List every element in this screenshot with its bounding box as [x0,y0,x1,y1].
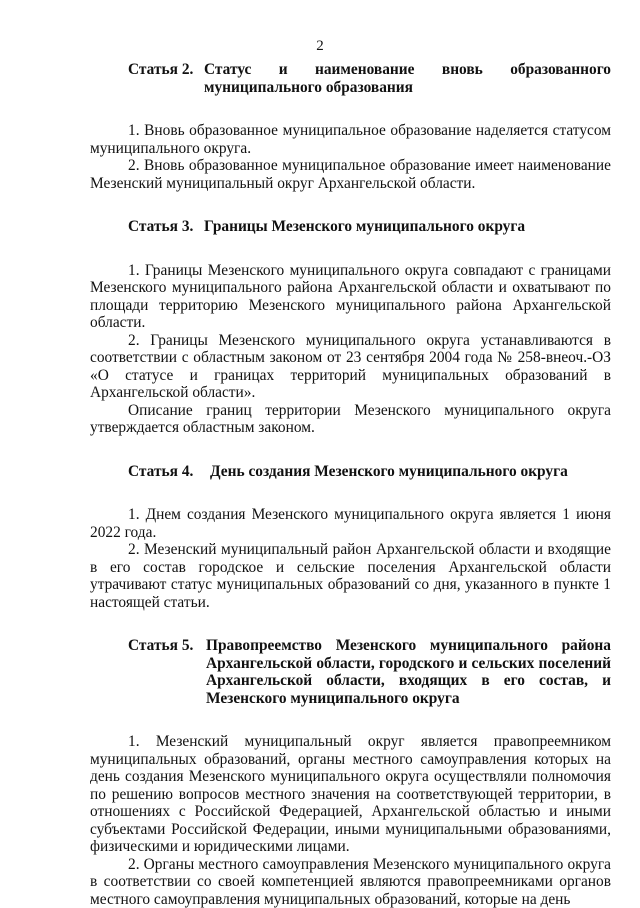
article-label: Статья 2. [128,61,204,96]
article-5-heading [90,637,611,707]
paragraph: 1. Мезенский муниципальный округ является правопреемником муниципальных образований, органы местного самоуправления которых на день создания Мезенского муниципального округа осуществляли полномочия по решению вопросов местного значения на соответствующей территории, в отношениях с Российской Федерацией, Архангельской областью и иными субъектами Российской Федерации, иными муниципальными образованиями, физическими и юридическими лицами. [90,733,611,856]
article-4-heading [90,463,611,481]
article-title: Границы Мезенского муниципального округа [204,218,611,236]
article-2-heading [90,61,611,96]
page-number: 2 [0,38,640,55]
paragraph: 1. Границы Мезенского муниципального округа совпадают с границами Мезенского муниципального района Архангельской области и охватывают по площади территорию Мезенского муниципального района Архангельской области. [90,262,611,332]
paragraph: 2. Мезенский муниципальный район Архангельской области и входящие в его состав городское и сельские поселения Архангельской области утрачивают статус муниципальных образований со дня, указанного в пункте 1 настоящей статьи. [90,541,611,611]
article-title: День создания Мезенского муниципального округа [210,463,611,481]
article-label: Статья 3. [128,218,204,236]
paragraph: 1. Вновь образованное муниципальное образование наделяется статусом муниципального округа. [90,122,611,157]
paragraph: 2. Вновь образованное муниципальное образование имеет наименование Мезенский муниципальный округ Архангельской области. [90,157,611,192]
document-body [90,61,611,908]
paragraph: 1. Днем создания Мезенского муниципального округа является 1 июня 2022 года. [90,506,611,541]
article-title: Правопреемство Мезенского муниципального района Архангельской области, городского и сельских поселений Архангельской области, входящих в его состав, и Мезенского муниципального округа [206,637,611,707]
article-3-heading [90,218,611,236]
article-label: Статья 4. [128,463,210,481]
article-title: Статус и наименование вновь образованного муниципального образования [204,61,611,96]
paragraph: Описание границ территории Мезенского муниципального округа утверждается областным законом. [90,402,611,437]
paragraph: 2. Границы Мезенского муниципального округа устанавливаются в соответствии с областным законом от 23 сентября 2004 года № 258-внеоч.-ОЗ «О статусе и границах территорий муниципальных образований в Архангельской области». [90,332,611,402]
article-label: Статья 5. [128,637,206,707]
paragraph: 2. Органы местного самоуправления Мезенского муниципального округа в соответствии со своей компетенцией являются правопреемниками органов местного самоуправления муниципальных образований, которые на день [90,856,611,908]
